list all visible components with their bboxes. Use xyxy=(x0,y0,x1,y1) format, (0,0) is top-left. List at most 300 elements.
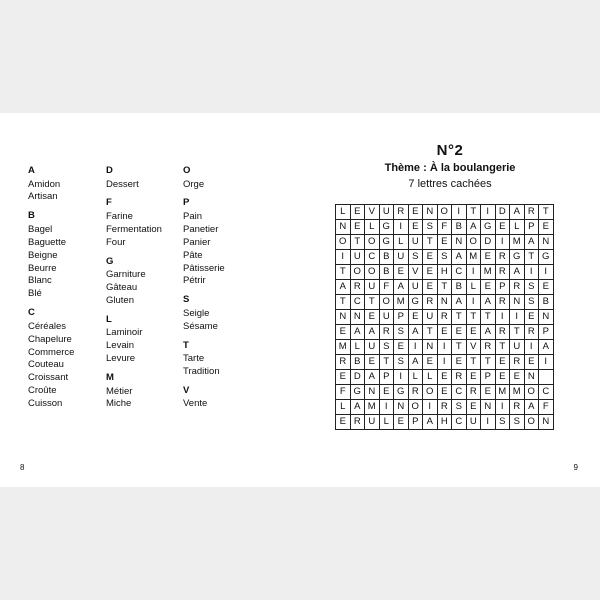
grid-cell[interactable]: R xyxy=(510,400,525,415)
grid-cell[interactable]: I xyxy=(539,265,554,280)
grid-cell[interactable]: T xyxy=(452,310,467,325)
grid-cell[interactable]: O xyxy=(524,415,539,430)
grid-cell[interactable]: E xyxy=(437,235,452,250)
grid-cell[interactable]: I xyxy=(481,415,496,430)
grid-row xyxy=(336,385,554,400)
grid-cell[interactable]: U xyxy=(379,205,394,220)
grid-cell[interactable]: L xyxy=(350,340,365,355)
grid-cell[interactable]: R xyxy=(394,205,409,220)
grid-cell[interactable]: E xyxy=(466,325,481,340)
page-number-left: 8 xyxy=(20,463,25,472)
grid-cell[interactable]: S xyxy=(437,250,452,265)
grid-cell[interactable]: R xyxy=(495,295,510,310)
grid-cell[interactable]: S xyxy=(394,355,409,370)
grid-cell[interactable]: F xyxy=(437,220,452,235)
grid-cell[interactable]: R xyxy=(408,385,423,400)
grid-cell[interactable]: S xyxy=(423,220,438,235)
grid-cell[interactable]: V xyxy=(466,340,481,355)
word-group-d xyxy=(106,165,162,191)
grid-cell[interactable]: B xyxy=(379,250,394,265)
group-letter: S xyxy=(183,294,190,306)
grid-cell[interactable]: E xyxy=(394,340,409,355)
grid-cell[interactable]: I xyxy=(524,265,539,280)
group-letter: B xyxy=(28,210,35,222)
grid-cell[interactable]: E xyxy=(437,325,452,340)
grid-cell[interactable]: F xyxy=(539,400,554,415)
word-column-3 xyxy=(183,165,225,417)
grid-cell[interactable]: A xyxy=(408,325,423,340)
grid-cell[interactable]: S xyxy=(524,295,539,310)
word-item: Pétrir xyxy=(183,275,206,287)
grid-cell[interactable]: N xyxy=(539,415,554,430)
grid-cell[interactable]: A xyxy=(350,325,365,340)
grid-cell[interactable]: E xyxy=(379,385,394,400)
group-letter: L xyxy=(106,313,112,325)
grid-cell[interactable]: P xyxy=(379,370,394,385)
grid-cell[interactable]: O xyxy=(365,235,380,250)
word-group-t xyxy=(183,340,225,379)
grid-cell[interactable]: P xyxy=(524,220,539,235)
grid-cell[interactable]: T xyxy=(452,340,467,355)
grid-cell[interactable]: T xyxy=(336,265,351,280)
grid-cell[interactable]: A xyxy=(394,280,409,295)
grid-cell[interactable]: M xyxy=(510,385,525,400)
grid-cell[interactable]: O xyxy=(365,265,380,280)
word-item: Couteau xyxy=(28,359,64,371)
grid-cell[interactable]: G xyxy=(379,235,394,250)
grid-cell[interactable]: A xyxy=(350,400,365,415)
word-group-v xyxy=(183,385,225,411)
grid-cell[interactable]: C xyxy=(452,415,467,430)
grid-cell[interactable]: G xyxy=(394,385,409,400)
word-item: Orge xyxy=(183,178,205,190)
grid-cell[interactable]: N xyxy=(481,400,496,415)
grid-cell[interactable]: I xyxy=(495,310,510,325)
grid-cell[interactable]: L xyxy=(423,370,438,385)
grid-cell[interactable]: T xyxy=(466,205,481,220)
grid-cell[interactable]: F xyxy=(379,280,394,295)
grid-row xyxy=(336,235,554,250)
grid-cell[interactable]: I xyxy=(336,250,351,265)
group-letter: V xyxy=(183,384,190,396)
grid-cell[interactable]: M xyxy=(365,400,380,415)
grid-row xyxy=(336,340,554,355)
grid-cell[interactable]: B xyxy=(452,220,467,235)
grid-cell[interactable]: I xyxy=(379,400,394,415)
grid-cell[interactable]: T xyxy=(437,280,452,295)
grid-cell[interactable]: C xyxy=(539,385,554,400)
word-group-b xyxy=(28,210,74,301)
grid-cell[interactable]: C xyxy=(452,385,467,400)
grid-cell[interactable]: B xyxy=(539,295,554,310)
grid-cell[interactable]: E xyxy=(452,325,467,340)
word-item: Cuisson xyxy=(28,398,63,410)
grid-cell[interactable]: A xyxy=(466,220,481,235)
grid-cell[interactable]: E xyxy=(423,265,438,280)
grid-cell[interactable]: E xyxy=(437,370,452,385)
grid-cell[interactable]: U xyxy=(365,340,380,355)
grid-cell[interactable]: P xyxy=(495,280,510,295)
grid-cell[interactable]: R xyxy=(481,340,496,355)
grid-cell[interactable]: G xyxy=(379,220,394,235)
grid-cell[interactable]: R xyxy=(466,385,481,400)
group-letter: T xyxy=(183,339,189,351)
grid-cell[interactable]: N xyxy=(524,370,539,385)
word-column-1 xyxy=(28,165,74,417)
grid-cell[interactable]: P xyxy=(539,325,554,340)
grid-cell[interactable]: L xyxy=(365,220,380,235)
grid-cell[interactable]: E xyxy=(539,280,554,295)
grid-cell[interactable]: O xyxy=(524,385,539,400)
grid-cell[interactable]: L xyxy=(466,280,481,295)
grid-cell[interactable]: I xyxy=(423,400,438,415)
grid-cell[interactable]: R xyxy=(350,415,365,430)
word-item: Céréales xyxy=(28,320,67,332)
grid-cell[interactable]: R xyxy=(495,325,510,340)
word-item: Fermentation xyxy=(106,223,162,235)
word-item: Miche xyxy=(106,398,132,410)
grid-cell[interactable]: E xyxy=(365,310,380,325)
grid-cell[interactable]: T xyxy=(510,325,525,340)
grid-cell[interactable]: A xyxy=(365,325,380,340)
word-group-f xyxy=(106,197,162,249)
grid-cell[interactable]: R xyxy=(495,265,510,280)
grid-cell[interactable]: T xyxy=(466,310,481,325)
grid-cell[interactable]: E xyxy=(408,310,423,325)
grid-cell[interactable]: M xyxy=(495,385,510,400)
grid-cell[interactable]: U xyxy=(365,415,380,430)
grid-cell[interactable]: A xyxy=(452,250,467,265)
word-group-p xyxy=(183,197,225,288)
grid-cell[interactable]: P xyxy=(408,415,423,430)
grid-cell[interactable]: V xyxy=(365,205,380,220)
grid-cell[interactable]: C xyxy=(365,250,380,265)
grid-cell[interactable]: E xyxy=(481,250,496,265)
grid-cell[interactable]: E xyxy=(510,370,525,385)
word-item: Blé xyxy=(28,288,42,300)
grid-cell[interactable]: S xyxy=(394,325,409,340)
grid-cell[interactable]: T xyxy=(466,355,481,370)
grid-cell[interactable]: T xyxy=(336,295,351,310)
grid-cell[interactable]: A xyxy=(524,235,539,250)
grid-cell[interactable]: O xyxy=(466,235,481,250)
word-item: Baguette xyxy=(28,236,67,248)
grid-cell[interactable]: E xyxy=(350,205,365,220)
word-item: Vente xyxy=(183,398,208,410)
grid-cell[interactable]: R xyxy=(524,325,539,340)
word-item: Croûte xyxy=(28,385,57,397)
grid-cell[interactable]: T xyxy=(350,235,365,250)
grid-cell[interactable]: E xyxy=(394,265,409,280)
left-page xyxy=(0,113,300,487)
word-item: Sésame xyxy=(183,320,218,332)
grid-cell[interactable]: I xyxy=(539,355,554,370)
grid-cell[interactable]: E xyxy=(495,355,510,370)
grid-cell[interactable]: R xyxy=(495,250,510,265)
grid-cell[interactable]: E xyxy=(495,370,510,385)
grid-cell[interactable]: U xyxy=(423,310,438,325)
grid-cell[interactable]: G xyxy=(350,385,365,400)
grid-cell[interactable]: U xyxy=(408,235,423,250)
grid-cell[interactable]: A xyxy=(365,370,380,385)
grid-cell[interactable]: T xyxy=(481,310,496,325)
grid-row xyxy=(336,220,554,235)
grid-cell[interactable]: N xyxy=(336,220,351,235)
grid-cell[interactable]: G xyxy=(510,250,525,265)
grid-cell[interactable]: E xyxy=(408,205,423,220)
grid-cell[interactable]: N xyxy=(350,310,365,325)
grid-cell[interactable]: I xyxy=(394,220,409,235)
grid-cell[interactable]: E xyxy=(408,220,423,235)
grid-cell[interactable]: M xyxy=(481,265,496,280)
word-group-g xyxy=(106,256,162,308)
page-number-right: 9 xyxy=(573,463,578,472)
grid-cell[interactable]: M xyxy=(466,250,481,265)
grid-cell[interactable]: L xyxy=(336,400,351,415)
grid-cell[interactable]: E xyxy=(423,280,438,295)
grid-cell[interactable]: I xyxy=(394,370,409,385)
grid-cell[interactable]: R xyxy=(437,310,452,325)
grid-cell[interactable]: I xyxy=(452,205,467,220)
word-item: Tradition xyxy=(183,366,220,378)
grid-cell[interactable]: O xyxy=(379,295,394,310)
grid-cell[interactable]: B xyxy=(379,265,394,280)
grid-cell[interactable]: A xyxy=(539,340,554,355)
grid-cell[interactable]: L xyxy=(336,205,351,220)
grid-cell[interactable]: R xyxy=(437,400,452,415)
grid-cell[interactable]: E xyxy=(394,415,409,430)
grid-cell[interactable]: L xyxy=(408,370,423,385)
grid-cell[interactable]: E xyxy=(423,250,438,265)
grid-cell[interactable]: A xyxy=(481,295,496,310)
grid-cell[interactable]: U xyxy=(408,280,423,295)
grid-cell[interactable]: M xyxy=(510,235,525,250)
grid-cell[interactable]: E xyxy=(495,220,510,235)
grid-cell[interactable]: S xyxy=(524,280,539,295)
word-item: Artisan xyxy=(28,191,58,203)
grid-cell[interactable]: U xyxy=(394,250,409,265)
grid-cell[interactable]: O xyxy=(408,400,423,415)
grid-cell[interactable]: I xyxy=(466,295,481,310)
grid-row xyxy=(336,400,554,415)
grid-cell[interactable]: I xyxy=(495,400,510,415)
grid-cell[interactable]: N xyxy=(423,205,438,220)
puzzle-title: N°2 xyxy=(436,142,464,159)
grid-cell[interactable]: R xyxy=(336,355,351,370)
word-group-m xyxy=(106,372,162,411)
grid-cell[interactable]: U xyxy=(510,340,525,355)
grid-cell[interactable]: U xyxy=(379,310,394,325)
grid-cell[interactable]: C xyxy=(350,295,365,310)
grid-row xyxy=(336,325,554,340)
grid-cell[interactable]: I xyxy=(437,340,452,355)
grid-cell[interactable]: U xyxy=(350,250,365,265)
word-search-grid xyxy=(335,204,554,430)
grid-cell[interactable]: I xyxy=(466,265,481,280)
grid-cell[interactable]: T xyxy=(365,295,380,310)
grid-cell[interactable]: R xyxy=(510,355,525,370)
grid-row xyxy=(336,250,554,265)
grid-cell[interactable]: S xyxy=(495,415,510,430)
word-item: Seigle xyxy=(183,307,210,319)
grid-cell[interactable]: L xyxy=(394,235,409,250)
word-item: Garniture xyxy=(106,269,146,281)
grid-cell[interactable]: V xyxy=(408,265,423,280)
grid-cell[interactable]: A xyxy=(524,400,539,415)
grid-row xyxy=(336,415,554,430)
grid-cell[interactable]: T xyxy=(423,235,438,250)
grid-cell[interactable]: R xyxy=(379,325,394,340)
grid-row xyxy=(336,280,554,295)
grid-cell[interactable]: E xyxy=(365,355,380,370)
grid-cell[interactable]: I xyxy=(510,310,525,325)
grid-cell[interactable]: S xyxy=(510,415,525,430)
grid-cell[interactable]: E xyxy=(350,220,365,235)
grid-cell[interactable]: B xyxy=(452,280,467,295)
grid-cell[interactable]: F xyxy=(336,385,351,400)
grid-cell[interactable]: E xyxy=(336,415,351,430)
word-item: Pâtisserie xyxy=(183,262,225,274)
grid-cell[interactable]: T xyxy=(481,355,496,370)
grid-cell[interactable]: E xyxy=(524,310,539,325)
word-item: Beurre xyxy=(28,262,57,274)
word-item: Pâte xyxy=(183,249,203,261)
grid-cell[interactable]: M xyxy=(336,340,351,355)
grid-cell[interactable]: L xyxy=(379,415,394,430)
hidden-letters-count: 7 lettres cachées xyxy=(408,178,492,190)
grid-cell[interactable]: E xyxy=(539,220,554,235)
grid-cell[interactable]: I xyxy=(437,355,452,370)
word-group-l xyxy=(106,314,162,366)
grid-cell[interactable]: T xyxy=(524,250,539,265)
grid-cell[interactable]: D xyxy=(350,370,365,385)
grid-row xyxy=(336,355,554,370)
grid-cell[interactable]: E xyxy=(481,385,496,400)
grid-cell[interactable]: N xyxy=(539,310,554,325)
grid-cell[interactable]: I xyxy=(495,235,510,250)
grid-cell[interactable]: M xyxy=(394,295,409,310)
grid-cell[interactable]: S xyxy=(379,340,394,355)
grid-cell[interactable]: B xyxy=(350,355,365,370)
grid-cell[interactable]: R xyxy=(423,295,438,310)
grid-cell[interactable]: O xyxy=(336,235,351,250)
word-item: Métier xyxy=(106,385,133,397)
grid-cell[interactable]: A xyxy=(481,325,496,340)
grid-cell[interactable]: I xyxy=(524,340,539,355)
word-item: Dessert xyxy=(106,178,139,190)
grid-cell[interactable]: N xyxy=(336,310,351,325)
word-item: Four xyxy=(106,236,126,248)
word-item: Levure xyxy=(106,353,136,365)
group-letter: A xyxy=(28,165,35,176)
grid-cell[interactable] xyxy=(539,370,554,385)
group-letter: M xyxy=(106,372,114,384)
grid-cell[interactable]: N xyxy=(423,340,438,355)
grid-cell[interactable]: E xyxy=(466,370,481,385)
grid-cell[interactable]: T xyxy=(423,325,438,340)
word-group-s xyxy=(183,294,225,333)
grid-cell[interactable]: E xyxy=(336,370,351,385)
grid-cell[interactable]: I xyxy=(481,205,496,220)
grid-cell[interactable]: D xyxy=(481,235,496,250)
group-letter: O xyxy=(183,165,191,176)
word-item: Gâteau xyxy=(106,282,138,294)
word-item: Bagel xyxy=(28,223,53,235)
grid-row xyxy=(336,265,554,280)
grid-cell[interactable]: L xyxy=(510,220,525,235)
grid-cell[interactable]: E xyxy=(481,280,496,295)
grid-cell[interactable]: E xyxy=(437,385,452,400)
word-group-c xyxy=(28,307,74,411)
grid-cell[interactable]: A xyxy=(336,280,351,295)
grid-cell[interactable]: S xyxy=(452,400,467,415)
word-column-2 xyxy=(106,165,162,417)
grid-cell[interactable]: T xyxy=(495,340,510,355)
grid-cell[interactable]: T xyxy=(539,205,554,220)
grid-cell[interactable]: P xyxy=(481,370,496,385)
grid-cell[interactable]: U xyxy=(466,415,481,430)
grid-cell[interactable]: R xyxy=(452,370,467,385)
grid-cell[interactable]: R xyxy=(350,280,365,295)
word-item: Pain xyxy=(183,210,203,222)
word-item: Panier xyxy=(183,236,211,248)
grid-row xyxy=(336,370,554,385)
word-item: Farine xyxy=(106,210,133,222)
grid-cell[interactable]: S xyxy=(408,250,423,265)
grid-cell[interactable]: E xyxy=(452,355,467,370)
grid-cell[interactable]: E xyxy=(336,325,351,340)
grid-cell[interactable]: R xyxy=(510,280,525,295)
grid-cell[interactable]: A xyxy=(510,265,525,280)
group-letter: G xyxy=(106,255,114,267)
word-item: Laminoir xyxy=(106,327,143,339)
grid-cell[interactable]: N xyxy=(539,235,554,250)
grid-cell[interactable]: C xyxy=(452,265,467,280)
grid-cell[interactable]: H xyxy=(437,265,452,280)
grid-cell[interactable]: G xyxy=(539,250,554,265)
word-item: Croissant xyxy=(28,372,69,384)
word-group-o xyxy=(183,165,225,191)
grid-cell[interactable]: T xyxy=(379,355,394,370)
grid-cell[interactable]: N xyxy=(437,295,452,310)
grid-cell[interactable]: A xyxy=(452,295,467,310)
grid-cell[interactable]: N xyxy=(365,385,380,400)
grid-cell[interactable]: D xyxy=(495,205,510,220)
grid-cell[interactable]: A xyxy=(408,355,423,370)
grid-cell[interactable]: G xyxy=(408,295,423,310)
word-item: Levain xyxy=(106,340,134,352)
grid-cell[interactable]: N xyxy=(394,400,409,415)
grid-cell[interactable]: P xyxy=(394,310,409,325)
grid-cell[interactable]: N xyxy=(510,295,525,310)
grid-cell[interactable]: O xyxy=(423,385,438,400)
grid-cell[interactable]: E xyxy=(524,355,539,370)
grid-cell[interactable]: G xyxy=(481,220,496,235)
grid-cell[interactable]: U xyxy=(365,280,380,295)
grid-cell[interactable]: E xyxy=(466,400,481,415)
grid-cell[interactable]: A xyxy=(423,415,438,430)
grid-cell[interactable]: I xyxy=(408,340,423,355)
grid-cell[interactable]: A xyxy=(510,205,525,220)
right-page xyxy=(300,113,600,487)
grid-cell[interactable]: E xyxy=(423,355,438,370)
grid-cell[interactable]: O xyxy=(437,205,452,220)
grid-cell[interactable]: N xyxy=(452,235,467,250)
grid-cell[interactable]: H xyxy=(437,415,452,430)
word-item: Gluten xyxy=(106,294,134,306)
grid-cell[interactable]: R xyxy=(524,205,539,220)
grid-cell[interactable]: O xyxy=(350,265,365,280)
